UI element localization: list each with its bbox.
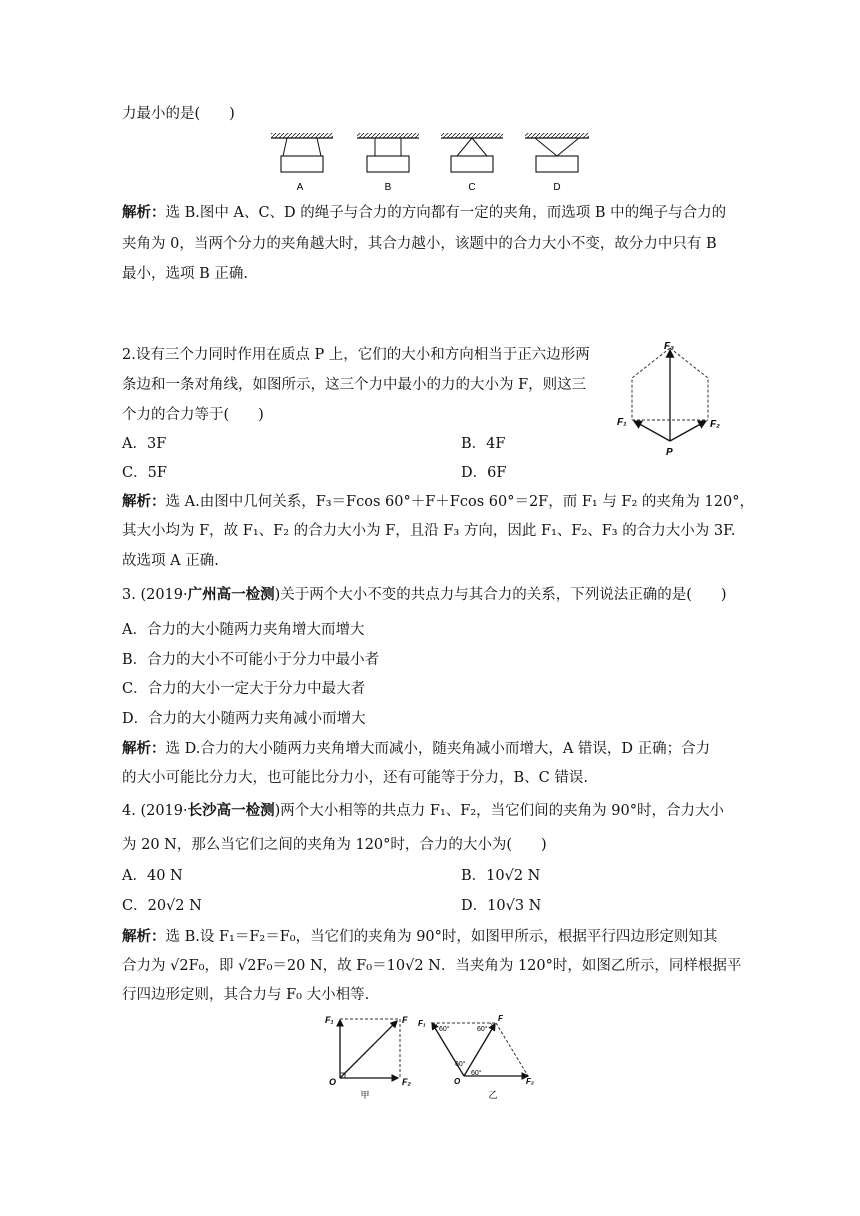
q2-analysis-line-1: 解析：选 A.由图中几何关系，F₃＝Fcos 60°＋F＋Fcos 60°＝2F，而 F₁ 与 F₂ 的夹角为 120°， (122, 493, 754, 510)
q4-option-b: B．10√2 N (461, 868, 541, 884)
q2-fig-f1-label: F₁ (617, 417, 627, 428)
q3-option-a: A．合力的大小随两力夹角增大而增大 (122, 622, 365, 638)
q4-analysis-label: 解析： (122, 928, 166, 945)
q3-analysis-label: 解析： (122, 740, 166, 757)
q1-fig-c (441, 133, 503, 193)
q2-option-b: B．4F (461, 436, 506, 452)
q3-analysis-line-1: 解析：选 D.合力的大小随两力夹角增大而减小，随夹角减小而增大，A 错误，D 正确；合力 (122, 740, 711, 757)
q4-yi-angle-4: 60° (471, 1070, 482, 1077)
q1-fig-a (271, 133, 333, 193)
q1-fig-d (525, 133, 589, 193)
q2-analysis-line-3: 故选项 A 正确. (122, 553, 219, 569)
q1-fig-b (357, 133, 419, 193)
q1-stem-tail: 力最小的是( ) (122, 106, 235, 122)
q2-option-a: A．3F (122, 436, 167, 452)
q1-fig-label-d: D (553, 182, 561, 193)
q2-hexagon-figure (612, 336, 732, 458)
q1-analysis-line-3: 最小，选项 B 正确. (122, 266, 248, 282)
q4-yi-f2-label: F₂ (526, 1077, 534, 1086)
q4-yi-o-label: O (454, 1077, 461, 1086)
q4-figure-yi (418, 1010, 543, 1102)
q4-yi-angle-3: 60° (455, 1061, 466, 1068)
q2-analysis-label: 解析： (122, 493, 166, 510)
q3-option-b: B．合力的大小不可能小于分力中最小者 (122, 652, 380, 668)
q2-fig-f3-label: F₃ (664, 341, 674, 352)
q1-analysis-line-2: 夹角为 0，当两个分力的夹角越大时，其合力越小，该题中的合力大小不变，故分力中只有 B (122, 236, 717, 252)
q2-stem-line-2: 条边和一条对角线，如图所示，这三个力中最小的力的大小为 F，则这三 (122, 377, 587, 393)
q1-fig-label-b: B (384, 182, 392, 193)
q4-analysis-line-1: 解析：选 B.设 F₁＝F₂＝F₀，当它们的夹角为 90°时，如图甲所示，根据平行四边形定则知其 (122, 928, 718, 945)
q1-figure (265, 128, 605, 194)
q4-option-d: D．10√3 N (461, 898, 542, 914)
q2-option-d: D．6F (461, 465, 507, 481)
q3-analysis-line-2: 的大小可能比分力大，也可能比分力小，还有可能等于分力，B、C 错误. (122, 770, 588, 786)
q1-fig-label-a: A (296, 182, 304, 193)
q4-stem-line-1: 4. (2019·长沙高一检测)两个大小相等的共点力 F₁、F₂，当它们间的夹角为 90°时，合力大小 (122, 802, 724, 819)
q4-analysis-line-3: 行四边形定则，其合力与 F₀ 大小相等. (122, 987, 370, 1003)
q4-yi-angle-2: 60° (477, 1026, 488, 1033)
q4-jia-f2-label: F₂ (402, 1077, 411, 1087)
q4-figure-jia (320, 1010, 420, 1102)
q4-yi-angle-1: 60° (439, 1026, 450, 1033)
q4-jia-o-label: O (329, 1077, 337, 1087)
q2-fig-f2-label: F₂ (710, 419, 720, 430)
q1-analysis-line-1: 解析：选 B.图中 A、C、D 的绳子与合力的方向都有一定的夹角，而选项 B 中的绳子与合力的 (122, 204, 727, 221)
q4-analysis-line-2: 合力为 √2F₀，即 √2F₀＝20 N，故 F₀＝10√2 N．当夹角为 120°时，如图乙所示，同样根据平 (122, 958, 742, 974)
q1-analysis-label: 解析： (122, 204, 166, 221)
q2-analysis-line-2: 其大小均为 F，故 F₁、F₂ 的合力大小为 F，且沿 F₃ 方向，因此 F₁、F₂、F₃ 的合力大小为 3F. (122, 523, 736, 539)
q4-yi-caption: 乙 (488, 1090, 498, 1100)
q3-option-d: D．合力的大小随两力夹角减小而增大 (122, 711, 366, 727)
q4-jia-f-label: F (402, 1015, 408, 1025)
q1-fig-label-c: C (468, 182, 476, 193)
q4-jia-f1-label: F₁ (325, 1015, 334, 1025)
q4-yi-f1-label: F₁ (418, 1019, 426, 1028)
q4-jia-caption: 甲 (360, 1090, 370, 1100)
q3-source: 广州高一检测 (187, 586, 275, 603)
q2-option-c: C．5F (122, 465, 167, 481)
q2-fig-p-label: P (666, 447, 673, 458)
q4-stem-line-2: 为 20 N，那么当它们之间的夹角为 120°时，合力的大小为( ) (122, 837, 547, 853)
q3-option-c: C．合力的大小一定大于分力中最大者 (122, 681, 366, 697)
q4-source: 长沙高一检测 (187, 802, 275, 819)
q2-stem-line-1: 2.设有三个力同时作用在质点 P 上，它们的大小和方向相当于正六边形两 (122, 347, 590, 363)
q2-stem-line-3: 个力的合力等于( ) (122, 407, 264, 423)
q4-option-c: C．20√2 N (122, 898, 202, 914)
q3-stem: 3. (2019·广州高一检测)关于两个大小不变的共点力与其合力的关系，下列说法正确的是( ) (122, 586, 727, 603)
q4-yi-f-label: F (498, 1014, 503, 1023)
q4-option-a: A．40 N (122, 868, 183, 884)
